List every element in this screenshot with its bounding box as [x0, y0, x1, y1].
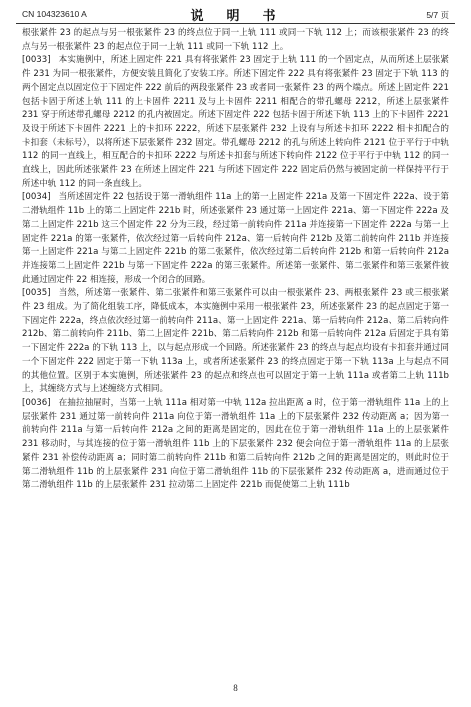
paragraph-text: 当所述固定件 22 包括设于第一滑轨组件 11a 上的第一上固定件 221a 及第一下固定件 222a、设于第二滑轨组件 11b 上的第二上固定件 221b 时，所述张紧件 23 通过第一上固定件 221a、第一下固定件 222a 及第二上固定件 221b 这三个固定件 22 分为三段，经过第一前转向件 211a 并连接第一下固定件 222a 与第一上固定件 221a 的第一张紧件，依次经过第一后转向件 212a、第一后转向件 212b 及第二前转向件 211b 并连接第一上固定件 221a 与第二上固定件 221b 的第二张紧件，依次经过第二后转向件 212b 和第一后转向件 212a 并连接第二上固定件 221b 与第一下固定件 222a 的第三张紧件。所述第一张紧件、第二张紧件和第三张紧件彼此通过固定件 22 相连接，形成一个闭合的回路。 — [22, 192, 449, 285]
paragraph-text: 本实施例中，所述上固定件 221 具有将张紧件 23 固定于上轨 111 的一个固定点，从而所述上层张紧件 231 为同一根张紧件，方便安装且简化了安装工序。所述下固定件 222 具有将张紧件 23 固定于下轨 113 的两个固定点以固定位于下固定件 222 前后的两段张紧件 23 或者同一张紧件 23 的两个端点。所述上固定件 221 包括卡固于所述上轨 111 的上卡固件 2211 及与上卡固件 2211 相配合的带孔螺母 2212，所述上层张紧件 231 穿于所述带孔螺母 2212 的孔内被固定。所述下固定件 222 包括卡固于所述下轨 113 上的下卡固件 2221 及设于所述下卡固件 2221 上的卡扣环 2222，所述下层张紧件 232 上设有与所述卡扣环 2222 相卡扣配合的卡扣套（未标号），以将所述下层张紧件 232 固定。带孔螺母 2212 的孔与所述上转向件 2121 位于平行于中轨 112 的同一直线上，相互配合的卡扣环 2222 与所述卡扣套与所述下转向件 2122 位于平行于中轨 112 的同一直线上，因此所述张紧件 23 在所述上固定件 221 与所述下固定件 222 固定后仍然与被固定前一样保持平行于所述中轨 112 的同一条直线上。 — [22, 55, 449, 189]
document-body — [22, 27, 449, 493]
paragraph-0036 — [22, 397, 449, 493]
paragraph-number: [0035] — [22, 288, 51, 299]
publication-number: CN 104323610 A — [22, 9, 87, 19]
page-footer-number: 8 — [233, 683, 238, 693]
paragraph-0034 — [22, 191, 449, 287]
paragraph-number: [0033] — [22, 55, 51, 66]
paragraph-continuation — [22, 27, 449, 54]
paragraph-number: [0036] — [22, 397, 51, 408]
paragraph-text: 在抽拉抽屉时，当第一上轨 111a 相对第一中轨 112a 拉出距离 a 时，位于第一滑轨组件 11a 上的上层张紧件 231 通过第一前转向件 211a 向位于第一滑轨组件 11a 上的下层张紧件 232 传动距离 a；因为第一前转向件 211a 与第一后转向件 212a 之间的距离是固定的，因此在位于第一滑轨组件 11a 上的上层张紧件 231 移动时，与其连接的位于第一滑轨组件 11b 上的下层张紧件 232 便会向位于第一滑轨组件 11a 的上层张紧件 231 补偿传动距离 a；同时第二前转向件 211b 和第二后转向件 212b 之间的距离是固定的，则此时位于第二滑轨组件 11b 的上层张紧件 231 向位于第二滑轨组件 11b 的下层张紧件 232 传动距离 a，进而通过位于第二滑轨组件 11b 的上层张紧件 231 拉动第二上固定件 221b 而促使第二上轨 111b — [22, 397, 449, 491]
page-label: 5/7 页 — [426, 10, 449, 20]
paragraph-text: 根张紧件 23 的起点与另一根张紧件 23 的终点位于同一上轨 111 或同一下轨 112 上；而该根张紧件 23 的终点与另一根张紧件 23 的起点位于同一上轨 111 或同一下轨 112 上。 — [22, 28, 449, 52]
header-divider — [16, 23, 455, 24]
paragraph-0035 — [22, 287, 449, 397]
paragraph-text: 当然，所述第一张紧件、第二张紧件和第三张紧件可以由一根张紧件 23、两根张紧件 23 或三根张紧件 23 组成。为了简化组装工序，降低成本，本实施例中采用一根张紧件 23，所述张紧件 23 的起点固定于第一下固定件 222a，终点依次经过第一前转向件 211a、第一上固定件 221a、第一后转向件 212a、第二后转向件 212b、第二前转向件 211b、第二上固定件 221b、第二后转向件 212b 和第一后转向件 212a 后固定于具有第一下固定件 222a 的下轨 113 上，以与起点形成一个回路。所述张紧件 23 的终点与起点均设有卡扣套并通过同一个下固定件 222 固定于第一下轨 113a 上，或者所述张紧件 23 的终点固定于第一下轨 113a 上与起点不同的其他位置。区别于本实施例，所述张紧件 23 的起点和终点也可以固定于第一上轨 111a 或者第二上轨 111b 上，其缠绕方式与上述缠绕方式相同。 — [22, 288, 449, 395]
paragraph-number: [0034] — [22, 192, 51, 203]
paragraph-0033 — [22, 54, 449, 191]
document-title: 说 明 书 — [190, 9, 281, 24]
page-header — [0, 0, 471, 24]
